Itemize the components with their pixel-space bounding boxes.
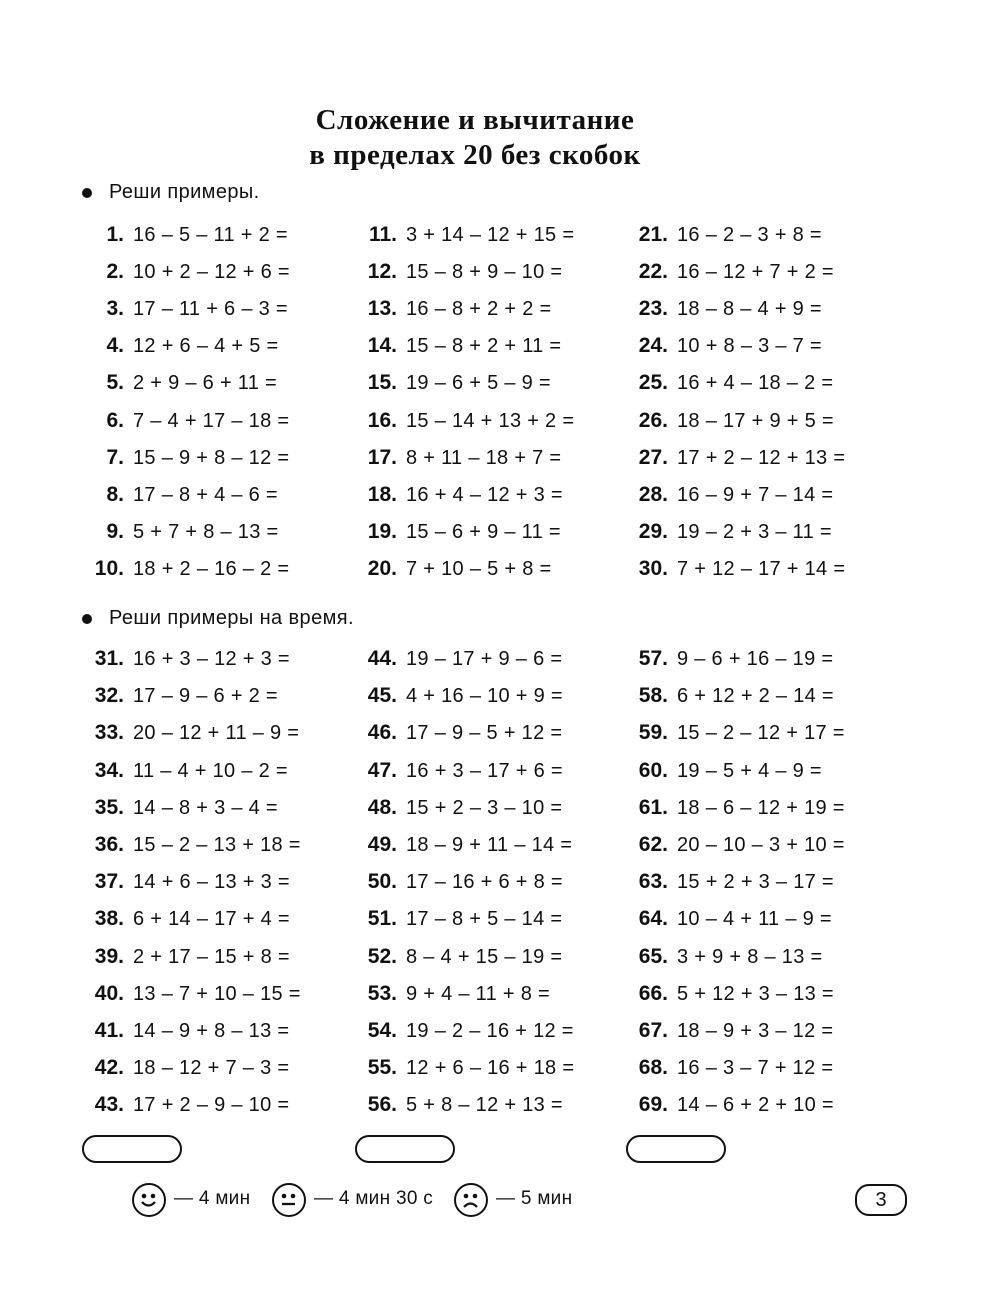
exercise-expression: 12 + 6 – 16 + 18 = bbox=[406, 1057, 575, 1080]
exercise-number: 17. bbox=[367, 445, 397, 469]
instruction-1 bbox=[82, 181, 260, 204]
exercise-number: 29. bbox=[638, 519, 668, 543]
exercise-number: 69. bbox=[638, 1093, 668, 1117]
exercise-item bbox=[626, 684, 834, 708]
exercise-item bbox=[82, 759, 288, 783]
answer-box-2[interactable] bbox=[355, 1135, 455, 1163]
exercise-item bbox=[626, 446, 845, 470]
exercise-expression: 10 + 8 – 3 – 7 = bbox=[677, 335, 822, 358]
exercise-expression: 18 – 8 – 4 + 9 = bbox=[677, 298, 822, 321]
exercise-item bbox=[82, 1056, 289, 1080]
exercise-expression: 20 – 10 – 3 + 10 = bbox=[677, 834, 845, 856]
exercise-item bbox=[355, 1093, 563, 1117]
exercise-expression: 11 – 4 + 10 – 2 = bbox=[133, 759, 288, 782]
exercise-item bbox=[355, 647, 562, 671]
exercise-item bbox=[355, 446, 561, 470]
exercise-expression: 9 – 6 + 16 – 19 = bbox=[677, 648, 834, 670]
exercise-item bbox=[626, 334, 822, 358]
exercise-number: 60. bbox=[638, 758, 668, 782]
exercise-item bbox=[626, 870, 834, 894]
exercise-expression: 18 + 2 – 16 – 2 = bbox=[133, 557, 290, 580]
exercise-number: 13. bbox=[367, 297, 397, 321]
exercise-expression: 3 + 14 – 12 + 15 = bbox=[406, 224, 575, 246]
exercise-item bbox=[82, 334, 278, 358]
exercise-number: 49. bbox=[367, 833, 397, 856]
exercise-item bbox=[82, 297, 288, 321]
exercise-expression: 5 + 12 + 3 – 13 = bbox=[677, 982, 834, 1005]
exercise-item bbox=[626, 1093, 834, 1117]
exercise-number: 9. bbox=[106, 519, 124, 543]
exercise-item bbox=[82, 721, 299, 745]
exercise-item bbox=[355, 870, 563, 894]
exercise-item bbox=[355, 721, 562, 745]
exercise-item bbox=[355, 833, 572, 857]
page-title-line-2: в пределах 20 без скобок bbox=[309, 139, 641, 171]
exercise-number: 24. bbox=[638, 334, 668, 358]
exercise-expression: 20 – 12 + 11 – 9 = bbox=[133, 722, 300, 745]
exercise-item bbox=[355, 520, 561, 544]
bullet-icon bbox=[82, 614, 92, 624]
exercise-number: 2. bbox=[106, 260, 124, 284]
exercise-item bbox=[82, 483, 278, 507]
exercise-item bbox=[82, 1019, 289, 1043]
exercise-expression: 15 – 6 + 9 – 11 = bbox=[406, 520, 561, 543]
exercise-item bbox=[355, 684, 563, 708]
exercise-item bbox=[355, 334, 561, 358]
legend-sad-text: — 5 мин bbox=[496, 1188, 573, 1209]
legend-smile-text: — 4 мин bbox=[174, 1188, 251, 1209]
exercise-number: 35. bbox=[94, 795, 124, 819]
exercise-item bbox=[355, 483, 563, 507]
exercise-expression: 16 – 5 – 11 + 2 = bbox=[133, 224, 288, 246]
exercise-number: 19. bbox=[367, 519, 397, 543]
exercise-item bbox=[82, 557, 289, 581]
exercise-item bbox=[626, 371, 833, 395]
exercise-expression: 13 – 7 + 10 – 15 = bbox=[133, 982, 301, 1005]
exercise-number: 32. bbox=[94, 684, 124, 708]
exercise-number: 6. bbox=[106, 408, 124, 432]
exercise-item bbox=[626, 409, 834, 433]
exercise-item bbox=[355, 260, 562, 284]
exercise-item bbox=[82, 520, 278, 544]
exercise-number: 33. bbox=[94, 721, 124, 745]
exercise-number: 22. bbox=[638, 260, 668, 284]
exercise-item bbox=[626, 945, 822, 969]
exercise-item bbox=[355, 759, 563, 783]
exercise-number: 44. bbox=[367, 647, 397, 670]
exercise-number: 61. bbox=[638, 795, 668, 819]
exercise-item bbox=[626, 483, 833, 507]
exercise-expression: 14 + 6 – 13 + 3 = bbox=[133, 871, 290, 894]
exercise-expression: 15 – 2 – 12 + 17 = bbox=[677, 722, 845, 745]
exercise-expression: 15 – 8 + 9 – 10 = bbox=[406, 261, 563, 284]
exercise-number: 57. bbox=[638, 647, 668, 670]
exercise-number: 55. bbox=[367, 1056, 397, 1080]
exercise-number: 63. bbox=[638, 870, 668, 894]
exercise-number: 38. bbox=[94, 907, 124, 931]
exercise-expression: 7 + 10 – 5 + 8 = bbox=[406, 557, 552, 580]
exercise-item bbox=[82, 371, 277, 395]
exercise-number: 54. bbox=[367, 1019, 397, 1042]
exercise-number: 31. bbox=[94, 647, 124, 670]
exercise-expression: 16 – 2 – 3 + 8 = bbox=[677, 224, 822, 246]
exercise-expression: 10 – 4 + 11 – 9 = bbox=[677, 908, 832, 931]
page-title-line-1: Сложение и вычитание bbox=[315, 104, 635, 136]
exercise-number: 23. bbox=[638, 297, 668, 321]
exercise-number: 48. bbox=[367, 795, 397, 819]
smile-face-icon bbox=[132, 1183, 166, 1217]
exercise-number: 15. bbox=[367, 371, 397, 395]
exercise-item bbox=[82, 870, 290, 894]
exercise-number: 25. bbox=[638, 371, 668, 395]
exercise-expression: 2 + 17 – 15 + 8 = bbox=[133, 945, 290, 968]
exercise-expression: 18 – 6 – 12 + 19 = bbox=[677, 796, 845, 819]
exercise-item bbox=[82, 223, 288, 247]
instruction-1-text: Реши примеры. bbox=[109, 181, 260, 203]
exercise-item bbox=[82, 647, 290, 671]
bullet-icon bbox=[82, 188, 92, 198]
exercise-expression: 15 – 14 + 13 + 2 = bbox=[406, 409, 575, 432]
exercise-number: 65. bbox=[638, 944, 668, 968]
exercise-expression: 7 – 4 + 17 – 18 = bbox=[133, 409, 290, 432]
exercise-expression: 7 + 12 – 17 + 14 = bbox=[677, 557, 846, 580]
exercise-expression: 6 + 14 – 17 + 4 = bbox=[133, 908, 290, 931]
exercise-item bbox=[355, 557, 551, 581]
exercise-item bbox=[626, 721, 845, 745]
exercise-expression: 19 – 6 + 5 – 9 = bbox=[406, 372, 551, 395]
exercise-expression: 15 – 2 – 13 + 18 = bbox=[133, 834, 301, 856]
exercise-expression: 16 + 3 – 17 + 6 = bbox=[406, 759, 563, 782]
answer-box-1[interactable] bbox=[82, 1135, 182, 1163]
exercise-number: 50. bbox=[367, 870, 397, 894]
exercise-item bbox=[355, 371, 551, 395]
exercise-number: 30. bbox=[638, 556, 668, 580]
exercise-item bbox=[626, 647, 833, 671]
exercise-number: 10. bbox=[94, 556, 124, 580]
exercise-number: 11. bbox=[368, 223, 397, 246]
exercise-number: 16. bbox=[367, 408, 397, 432]
exercise-number: 18. bbox=[367, 482, 397, 506]
exercise-number: 59. bbox=[638, 721, 668, 745]
exercise-number: 66. bbox=[638, 981, 668, 1005]
exercise-expression: 3 + 9 + 8 – 13 = bbox=[677, 945, 823, 968]
exercise-item bbox=[82, 446, 289, 470]
exercise-number: 46. bbox=[367, 721, 397, 745]
exercise-expression: 15 – 9 + 8 – 12 = bbox=[133, 446, 290, 469]
exercise-expression: 17 – 11 + 6 – 3 = bbox=[133, 298, 288, 321]
answer-box-3[interactable] bbox=[626, 1135, 726, 1163]
exercise-item bbox=[355, 1019, 574, 1043]
exercise-expression: 17 + 2 – 9 – 10 = bbox=[133, 1094, 290, 1117]
exercise-expression: 19 – 2 – 16 + 12 = bbox=[406, 1020, 574, 1042]
exercise-number: 37. bbox=[94, 870, 124, 894]
exercise-expression: 16 – 9 + 7 – 14 = bbox=[677, 483, 834, 506]
exercise-item bbox=[626, 1056, 833, 1080]
exercise-expression: 16 + 4 – 12 + 3 = bbox=[406, 483, 563, 506]
exercise-expression: 17 – 9 – 5 + 12 = bbox=[406, 722, 563, 745]
exercise-number: 52. bbox=[367, 944, 397, 968]
exercise-expression: 4 + 16 – 10 + 9 = bbox=[406, 685, 563, 708]
exercise-expression: 17 – 8 + 5 – 14 = bbox=[406, 908, 563, 931]
exercise-expression: 8 + 11 – 18 + 7 = bbox=[406, 446, 562, 469]
exercise-expression: 16 + 3 – 12 + 3 = bbox=[133, 648, 290, 670]
exercise-number: 27. bbox=[638, 445, 668, 469]
exercise-item bbox=[626, 260, 834, 284]
exercise-expression: 16 – 12 + 7 + 2 = bbox=[677, 261, 834, 284]
exercise-expression: 5 + 8 – 12 + 13 = bbox=[406, 1094, 563, 1117]
exercise-expression: 10 + 2 – 12 + 6 = bbox=[133, 261, 290, 284]
neutral-face-icon bbox=[272, 1183, 306, 1217]
exercise-number: 41. bbox=[94, 1019, 124, 1042]
exercise-number: 64. bbox=[638, 907, 668, 931]
exercise-item bbox=[355, 796, 562, 820]
sad-face-icon bbox=[454, 1183, 488, 1217]
exercise-number: 4. bbox=[106, 334, 124, 358]
exercise-number: 42. bbox=[94, 1056, 124, 1080]
exercise-number: 62. bbox=[638, 833, 668, 856]
exercise-item bbox=[626, 520, 832, 544]
exercise-expression: 14 – 8 + 3 – 4 = bbox=[133, 796, 278, 819]
exercise-expression: 18 – 17 + 9 + 5 = bbox=[677, 409, 834, 432]
exercise-number: 45. bbox=[367, 684, 397, 708]
exercise-expression: 6 + 12 + 2 – 14 = bbox=[677, 685, 834, 708]
exercise-expression: 19 – 2 + 3 – 11 = bbox=[677, 520, 832, 543]
exercise-item bbox=[82, 409, 289, 433]
exercise-expression: 16 – 3 – 7 + 12 = bbox=[677, 1057, 834, 1080]
exercise-expression: 12 + 6 – 4 + 5 = bbox=[133, 335, 279, 358]
instruction-2-text: Реши примеры на время. bbox=[109, 607, 354, 629]
exercise-item bbox=[626, 1019, 833, 1043]
exercise-number: 34. bbox=[94, 758, 124, 782]
exercise-item bbox=[355, 297, 551, 321]
exercise-item bbox=[82, 907, 290, 931]
exercise-item bbox=[626, 982, 834, 1006]
exercise-number: 14. bbox=[367, 334, 397, 358]
exercise-expression: 16 – 8 + 2 + 2 = bbox=[406, 298, 552, 321]
exercise-number: 39. bbox=[94, 944, 124, 968]
exercise-item bbox=[355, 409, 574, 433]
exercise-number: 47. bbox=[367, 758, 397, 782]
exercise-expression: 2 + 9 – 6 + 11 = bbox=[133, 372, 277, 395]
exercise-item bbox=[355, 945, 562, 969]
exercise-number: 56. bbox=[367, 1093, 397, 1117]
exercise-expression: 15 – 8 + 2 + 11 = bbox=[406, 335, 562, 358]
exercise-number: 3. bbox=[106, 297, 124, 321]
exercise-expression: 18 – 9 + 3 – 12 = bbox=[677, 1020, 834, 1042]
exercise-number: 1. bbox=[106, 223, 124, 246]
exercise-number: 12. bbox=[367, 260, 397, 284]
exercise-number: 36. bbox=[94, 833, 124, 856]
exercise-expression: 9 + 4 – 11 + 8 = bbox=[406, 982, 550, 1005]
exercise-number: 7. bbox=[106, 445, 124, 469]
exercise-number: 68. bbox=[638, 1056, 668, 1080]
exercise-expression: 19 – 5 + 4 – 9 = bbox=[677, 759, 822, 782]
exercise-expression: 15 + 2 + 3 – 17 = bbox=[677, 871, 834, 894]
exercise-item bbox=[82, 945, 290, 969]
legend-neutral-text: — 4 мин 30 с bbox=[314, 1188, 434, 1209]
instruction-2 bbox=[82, 607, 354, 630]
exercise-number: 21. bbox=[638, 223, 668, 246]
exercise-expression: 15 + 2 – 3 – 10 = bbox=[406, 796, 563, 819]
exercise-item bbox=[82, 684, 278, 708]
exercise-number: 58. bbox=[638, 684, 668, 708]
exercise-number: 5. bbox=[106, 371, 124, 395]
exercise-item bbox=[82, 833, 301, 857]
exercise-item bbox=[82, 982, 301, 1006]
exercise-item bbox=[82, 1093, 289, 1117]
exercise-expression: 17 + 2 – 12 + 13 = bbox=[677, 446, 846, 469]
exercise-item bbox=[626, 796, 845, 820]
exercise-item bbox=[355, 982, 550, 1006]
exercise-expression: 14 – 6 + 2 + 10 = bbox=[677, 1094, 834, 1117]
exercise-number: 43. bbox=[94, 1093, 124, 1117]
exercise-item bbox=[626, 759, 822, 783]
exercise-item bbox=[355, 907, 562, 931]
exercise-expression: 18 – 9 + 11 – 14 = bbox=[406, 834, 573, 856]
exercise-number: 67. bbox=[638, 1019, 668, 1042]
exercise-number: 53. bbox=[367, 981, 397, 1005]
exercise-item bbox=[626, 557, 845, 581]
exercise-number: 51. bbox=[367, 907, 397, 931]
exercise-expression: 8 – 4 + 15 – 19 = bbox=[406, 945, 563, 968]
exercise-expression: 14 – 9 + 8 – 13 = bbox=[133, 1020, 290, 1042]
exercise-number: 26. bbox=[638, 408, 668, 432]
exercise-number: 28. bbox=[638, 482, 668, 506]
exercise-expression: 18 – 12 + 7 – 3 = bbox=[133, 1057, 290, 1080]
exercise-item bbox=[626, 223, 822, 247]
exercise-expression: 17 – 8 + 4 – 6 = bbox=[133, 483, 278, 506]
exercise-item bbox=[626, 297, 822, 321]
exercise-expression: 17 – 9 – 6 + 2 = bbox=[133, 685, 278, 708]
exercise-item bbox=[626, 833, 845, 857]
exercise-item bbox=[626, 907, 832, 931]
exercise-expression: 5 + 7 + 8 – 13 = bbox=[133, 520, 279, 543]
exercise-expression: 17 – 16 + 6 + 8 = bbox=[406, 871, 563, 894]
exercise-expression: 16 + 4 – 18 – 2 = bbox=[677, 372, 834, 395]
exercise-number: 20. bbox=[367, 556, 397, 580]
exercise-item bbox=[355, 1056, 574, 1080]
exercise-expression: 19 – 17 + 9 – 6 = bbox=[406, 648, 563, 670]
exercise-number: 40. bbox=[94, 981, 124, 1005]
page-number: 3 bbox=[855, 1184, 907, 1216]
exercise-item bbox=[82, 796, 278, 820]
exercise-item bbox=[82, 260, 290, 284]
exercise-item bbox=[355, 223, 574, 247]
exercise-number: 8. bbox=[106, 482, 124, 506]
